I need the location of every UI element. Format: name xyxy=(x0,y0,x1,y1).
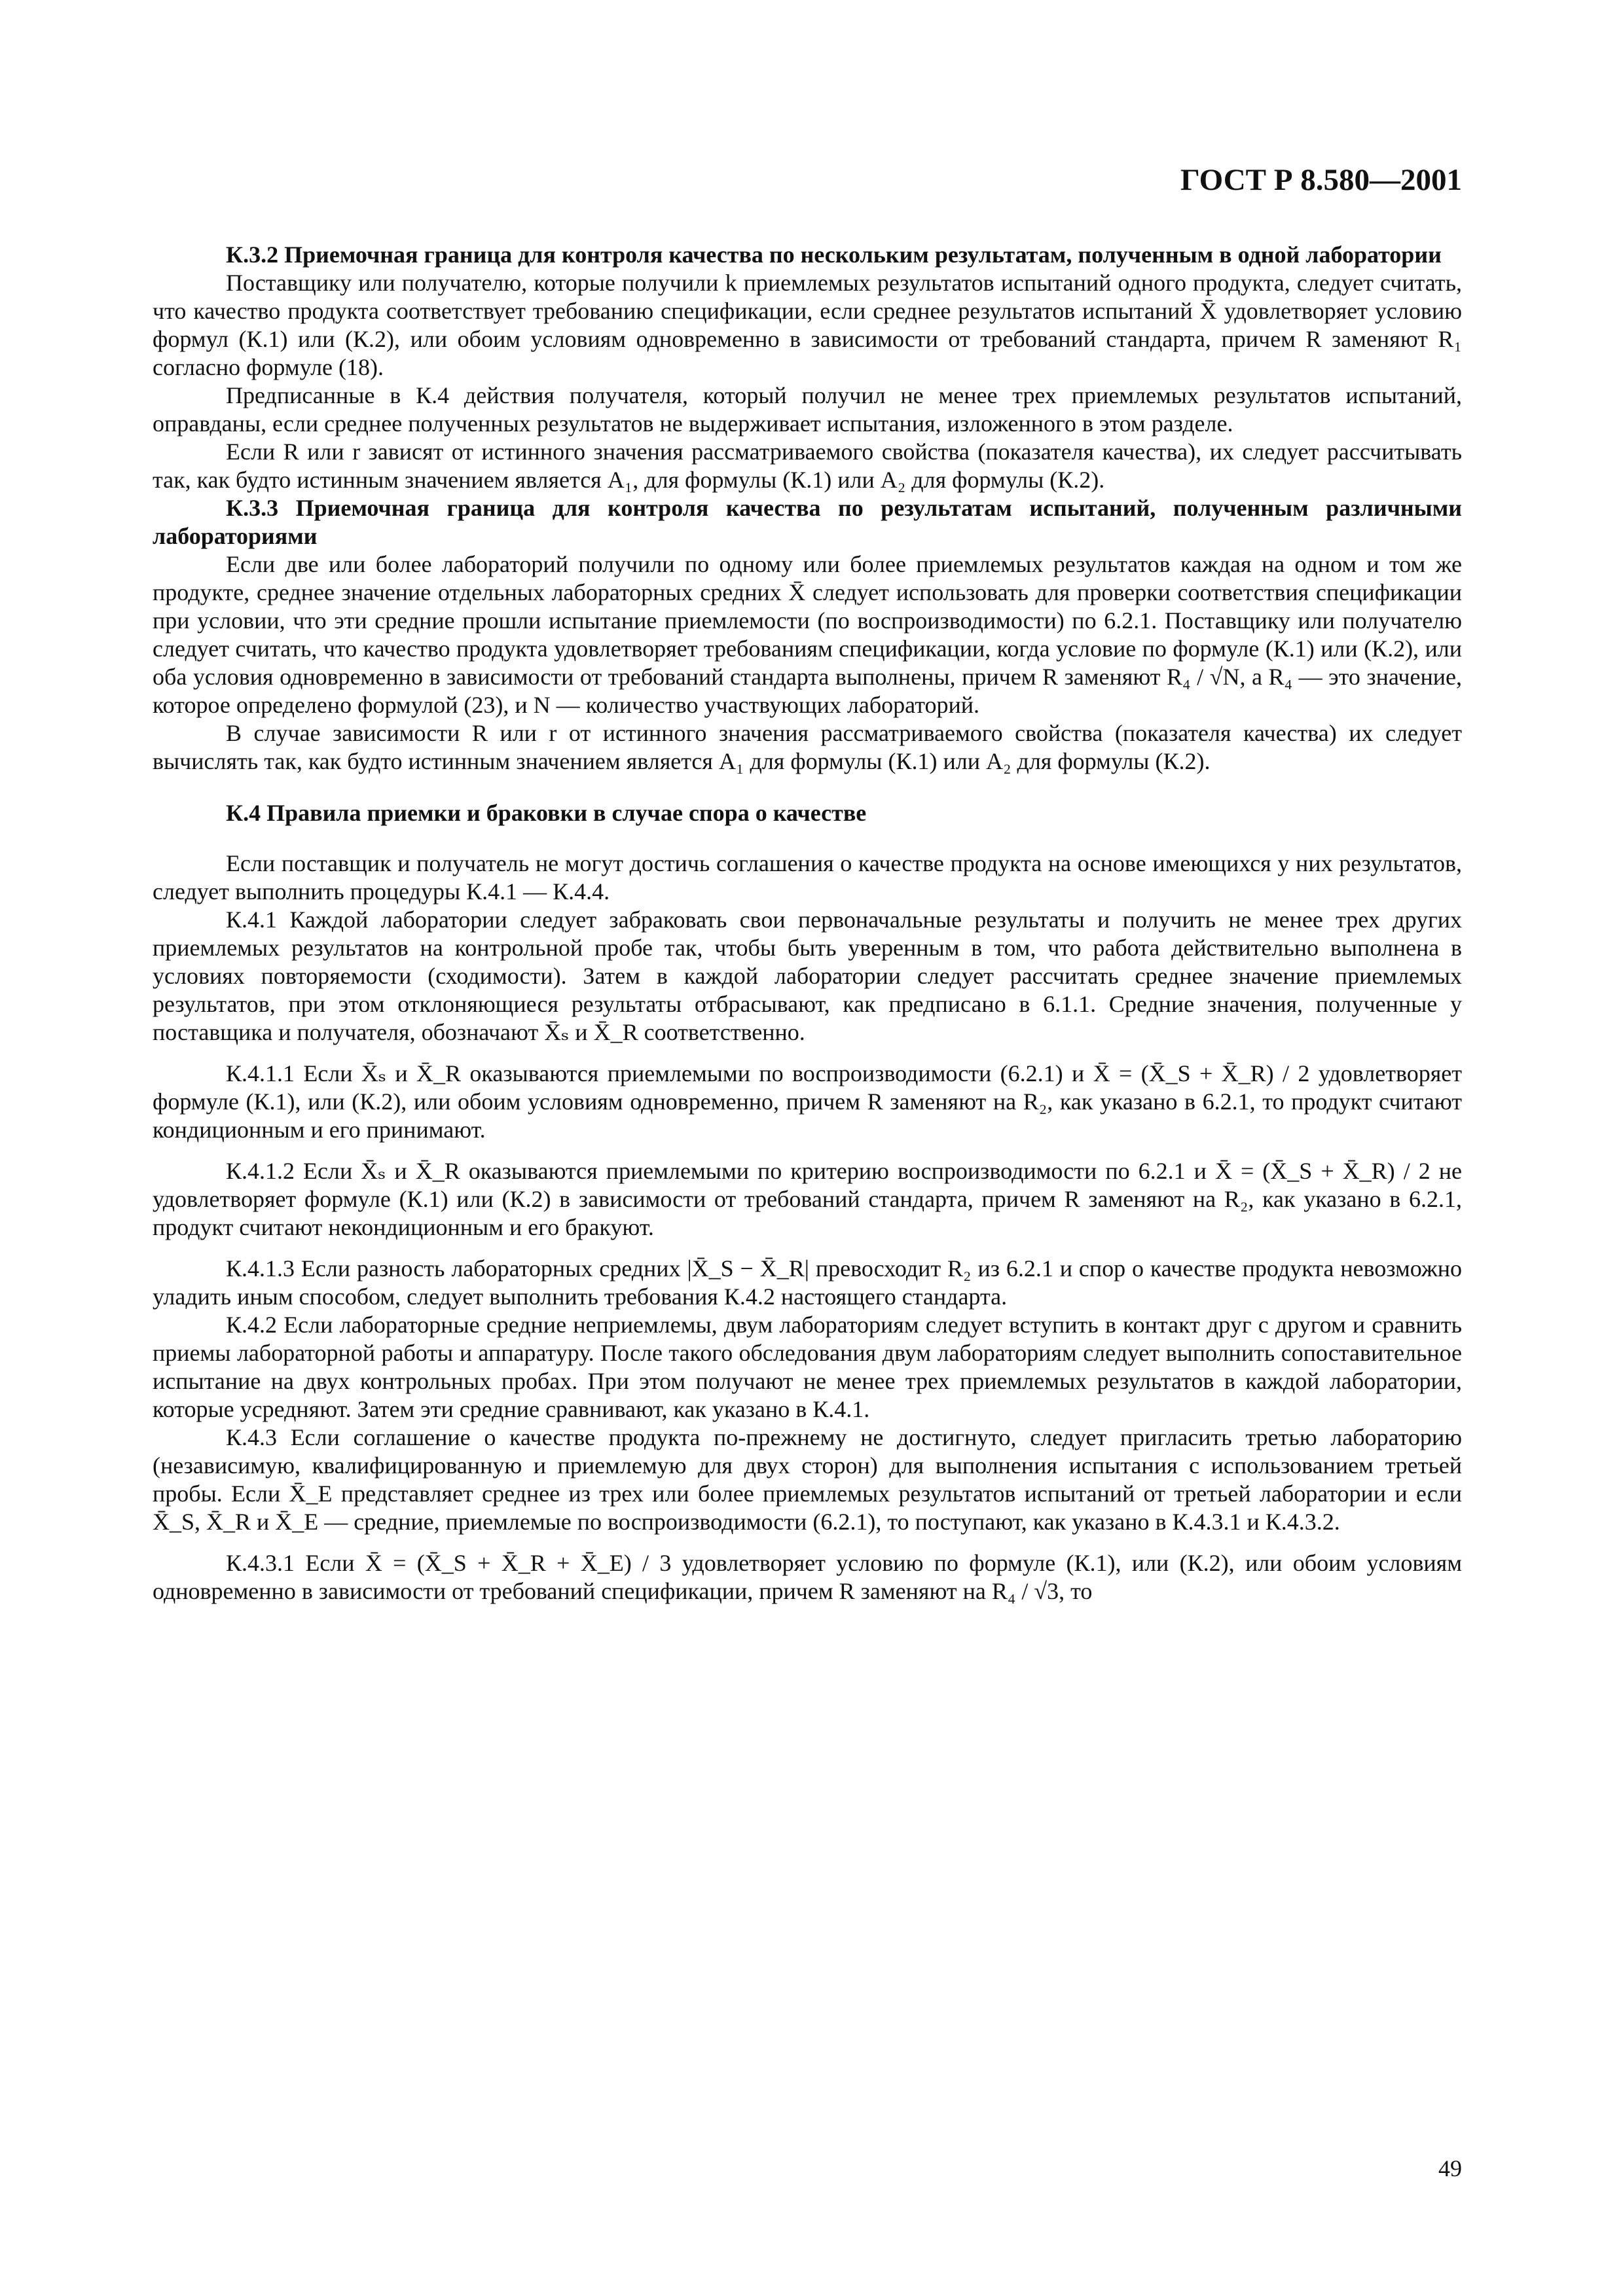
paragraph: Если поставщик и получатель не могут достичь соглашения о качестве продукта на основе имеющихся у них результатов, следует выполнить процедуры К.4.1 — К.4.4. xyxy=(153,850,1462,905)
section-heading-k4: К.4 Правила приемки и браковки в случае спора о качестве xyxy=(226,800,867,826)
paragraph: К.4.3.1 Если X̄ = (X̄_S + X̄_R + X̄_E) / 3 удовлетворяет условию по формуле (К.1), или (К.2), или обоим условиям одновременно в зависимости от требований спецификации, причем R заменяют на R₄ / √3, то xyxy=(153,1550,1462,1604)
section-heading-k33: К.3.3 Приемочная граница для контроля качества по результатам испытаний, полученным различными лабораториями xyxy=(153,495,1462,549)
paragraph: Если две или более лабораторий получили по одному или более приемлемых результатов каждая на одном и том же продукте, среднее значение отдельных лабораторных средних X̄ следует использовать для проверки соответствия спецификации при условии, что эти средние прошли испытание приемлемости (по воспроизводимости) по 6.2.1. Поставщику или получателю следует считать, что качество продукта удовлетворяет требованиям спецификации, когда условие по формуле (К.1) или (К.2), или оба условия одновременно в зависимости от требований стандарта выполнены, причем R заменяют R₄ / √N, а R₄ — это значение, которое определено формулой (23), и N — количество участвующих лабораторий. xyxy=(153,551,1462,718)
paragraph: К.4.1.3 Если разность лабораторных средних |X̄_S − X̄_R| превосходит R₂ из 6.2.1 и спор о качестве продукта невозможно уладить иным способом, следует выполнить требования К.4.2 настоящего стандарта. xyxy=(153,1255,1462,1310)
paragraph: К.4.3 Если соглашение о качестве продукта по-прежнему не достигнуто, следует пригласить третью лабораторию (независимую, квалифицированную и приемлемую для двух сторон) для выполнения испытания с использованием третьей пробы. Если X̄_E представляет среднее из трех или более приемлемых результатов испытаний от третьей лаборатории и если X̄_S, X̄_R и X̄_E — средние, приемлемые по воспроизводимости (6.2.1), то поступают, как указано в К.4.3.1 и К.4.3.2. xyxy=(153,1424,1462,1535)
section-heading-k32: К.3.2 Приемочная граница для контроля качества по нескольким результатам, полученным в одной лаборатории xyxy=(226,242,1442,268)
document-body xyxy=(153,241,1462,1605)
paragraph: Поставщику или получателю, которые получили k приемлемых результатов испытаний одного продукта, следует считать, что качество продукта соответствует требованию спецификации, если среднее результатов испытаний X̄ удовлетворяет условию формул (К.1) или (К.2), или обоим условиям одновременно в зависимости от требований стандарта, причем R заменяют R₁ согласно формуле (18). xyxy=(153,270,1462,380)
paragraph: К.4.1 Каждой лаборатории следует забраковать свои первоначальные результаты и получить не менее трех других приемлемых результатов на контрольной пробе так, чтобы быть уверенным в том, что работа действительно выполнена в условиях повторяемости (сходимости). Затем в каждой лаборатории следует рассчитать среднее значение приемлемых результатов, при этом отклоняющиеся результаты отбрасывают, как предписано в 6.1.1. Средние значения, полученные у поставщика и получателя, обозначают X̄ₛ и X̄_R соответственно. xyxy=(153,906,1462,1045)
paragraph: К.4.1.2 Если X̄ₛ и X̄_R оказываются приемлемыми по критерию воспроизводимости по 6.2.1 и X̄ = (X̄_S + X̄_R) / 2 не удовлетворяет формуле (К.1) или (К.2) в зависимости от требований стандарта, причем R заменяют на R₂, как указано в 6.2.1, продукт считают некондиционным и его бракуют. xyxy=(153,1158,1462,1240)
document-page xyxy=(153,0,1462,2296)
page-number: 49 xyxy=(1438,2155,1462,2181)
paragraph: В случае зависимости R или r от истинного значения рассматриваемого свойства (показателя качества) их следует вычислять так, как будто истинным значением является A₁ для формулы (К.1) или A₂ для формулы (К.2). xyxy=(153,720,1462,774)
paragraph: К.4.1.1 Если X̄ₛ и X̄_R оказываются приемлемыми по воспроизводимости (6.2.1) и X̄ = (X̄_S + X̄_R) / 2 удовлетворяет формуле (К.1), или (К.2), или обоим условиям одновременно, причем R заменяют на R₂, как указано в 6.2.1, то продукт считают кондиционным и его принимают. xyxy=(153,1060,1462,1143)
paragraph: К.4.2 Если лабораторные средние неприемлемы, двум лабораториям следует вступить в контакт друг с другом и сравнить приемы лабораторной работы и аппаратуру. После такого обследования двум лабораториям следует выполнить сопоставительное испытание на двух контрольных пробах. При этом получают не менее трех приемлемых результатов в каждой лаборатории, которые усредняют. Затем эти средние сравнивают, как указано в К.4.1. xyxy=(153,1312,1462,1422)
document-header: ГОСТ Р 8.580—2001 xyxy=(1180,163,1462,197)
paragraph: Предписанные в К.4 действия получателя, который получил не менее трех приемлемых результатов испытаний, оправданы, если среднее полученных результатов не выдерживает испытания, изложенного в этом разделе. xyxy=(153,382,1462,437)
paragraph: Если R или r зависят от истинного значения рассматриваемого свойства (показателя качества), их следует рассчитывать так, как будто истинным значением является A₁, для формулы (К.1) или A₂ для формулы (К.2). xyxy=(153,439,1462,493)
